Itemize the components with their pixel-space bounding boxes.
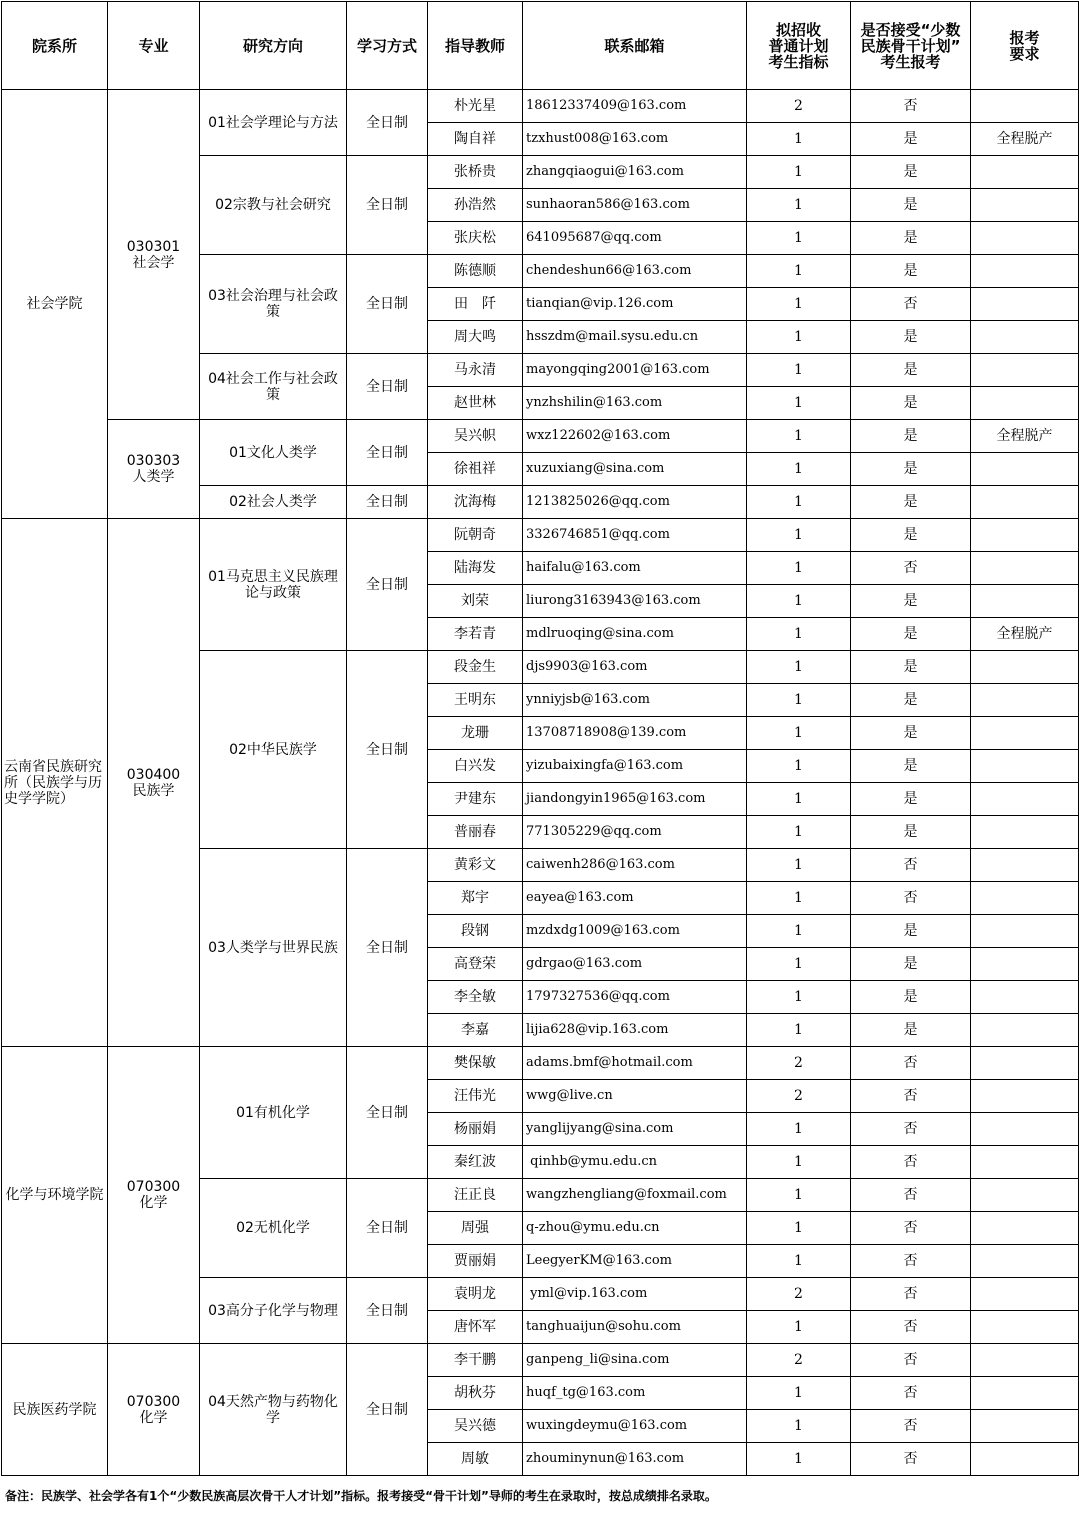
email-cell: adams.bmf@hotmail.com — [523, 1047, 747, 1080]
table-row — [2, 420, 1079, 453]
table-row — [2, 1344, 1079, 1377]
requirement-cell — [971, 915, 1079, 948]
quota-cell: 1 — [747, 1377, 851, 1410]
requirement-cell — [971, 453, 1079, 486]
quota-cell: 1 — [747, 321, 851, 354]
minority-cell: 是 — [851, 189, 971, 222]
quota-cell: 2 — [747, 1344, 851, 1377]
requirement-cell — [971, 1080, 1079, 1113]
advisor-cell: 黄彩文 — [428, 849, 523, 882]
email-cell: q-zhou@ymu.edu.cn — [523, 1212, 747, 1245]
advisor-cell: 周强 — [428, 1212, 523, 1245]
minority-cell: 否 — [851, 1377, 971, 1410]
email-cell: qinhb@ymu.edu.cn — [523, 1146, 747, 1179]
dept-cell: 社会学院 — [2, 90, 108, 519]
table-body — [2, 90, 1079, 1476]
advisor-cell: 刘荣 — [428, 585, 523, 618]
email-cell: mdlruoqing@sina.com — [523, 618, 747, 651]
requirement-cell — [971, 387, 1079, 420]
advisor-cell: 郑宇 — [428, 882, 523, 915]
admissions-table — [1, 1, 1079, 1476]
email-cell: tzxhust008@163.com — [523, 123, 747, 156]
minority-cell: 是 — [851, 519, 971, 552]
minority-cell: 否 — [851, 1146, 971, 1179]
quota-cell: 1 — [747, 156, 851, 189]
requirement-cell — [971, 321, 1079, 354]
minority-cell: 是 — [851, 750, 971, 783]
minority-cell: 否 — [851, 1443, 971, 1476]
mode-cell: 全日制 — [347, 486, 428, 519]
requirement-cell — [971, 684, 1079, 717]
mode-cell: 全日制 — [347, 1344, 428, 1476]
advisor-cell: 李嘉 — [428, 1014, 523, 1047]
header-requirement: 报考 要求 — [971, 2, 1079, 90]
minority-cell: 否 — [851, 552, 971, 585]
footnote: 备注：民族学、社会学各有1个“少数民族高层次骨干人才计划”指标。报考接受“骨干计划”导师的考生在录取时，按总成绩排名录取。 — [5, 1489, 717, 1503]
minority-cell: 否 — [851, 1245, 971, 1278]
advisor-cell: 吴兴帜 — [428, 420, 523, 453]
header-quota: 拟招收 普通计划 考生指标 — [747, 2, 851, 90]
mode-cell: 全日制 — [347, 1278, 428, 1344]
major-cell: 030301 社会学 — [108, 90, 200, 420]
requirement-cell — [971, 354, 1079, 387]
quota-cell: 1 — [747, 552, 851, 585]
advisor-cell: 王明东 — [428, 684, 523, 717]
minority-cell: 是 — [851, 354, 971, 387]
advisor-cell: 李干鹏 — [428, 1344, 523, 1377]
minority-cell: 否 — [851, 1113, 971, 1146]
quota-cell: 1 — [747, 519, 851, 552]
minority-cell: 否 — [851, 1311, 971, 1344]
requirement-cell: 全程脱产 — [971, 618, 1079, 651]
minority-cell: 是 — [851, 222, 971, 255]
minority-cell: 是 — [851, 651, 971, 684]
advisor-cell: 陶自祥 — [428, 123, 523, 156]
quota-cell: 1 — [747, 1212, 851, 1245]
requirement-cell: 全程脱产 — [971, 420, 1079, 453]
header-direction: 研究方向 — [200, 2, 347, 90]
minority-cell: 是 — [851, 783, 971, 816]
email-cell: 13708718908@139.com — [523, 717, 747, 750]
email-cell: tanghuaijun@sohu.com — [523, 1311, 747, 1344]
mode-cell: 全日制 — [347, 420, 428, 486]
email-cell: jiandongyin1965@163.com — [523, 783, 747, 816]
table-row — [2, 90, 1079, 123]
advisor-cell: 孙浩然 — [428, 189, 523, 222]
advisor-cell: 段钢 — [428, 915, 523, 948]
requirement-cell — [971, 1377, 1079, 1410]
minority-cell: 否 — [851, 849, 971, 882]
quota-cell: 1 — [747, 453, 851, 486]
quota-cell: 1 — [747, 948, 851, 981]
minority-cell: 是 — [851, 981, 971, 1014]
requirement-cell — [971, 519, 1079, 552]
email-cell: wxz122602@163.com — [523, 420, 747, 453]
advisor-cell: 袁明龙 — [428, 1278, 523, 1311]
dept-cell: 化学与环境学院 — [2, 1047, 108, 1344]
email-cell: chendeshun66@163.com — [523, 255, 747, 288]
minority-cell: 否 — [851, 1344, 971, 1377]
quota-cell: 1 — [747, 618, 851, 651]
quota-cell: 1 — [747, 849, 851, 882]
requirement-cell — [971, 1014, 1079, 1047]
requirement-cell — [971, 1344, 1079, 1377]
minority-cell: 否 — [851, 1278, 971, 1311]
requirement-cell — [971, 1212, 1079, 1245]
header-dept: 院系所 — [2, 2, 108, 90]
email-cell: ganpeng_li@sina.com — [523, 1344, 747, 1377]
direction-cell: 01马克思主义民族理论与政策 — [200, 519, 347, 651]
advisor-cell: 胡秋芬 — [428, 1377, 523, 1410]
header-major: 专业 — [108, 2, 200, 90]
minority-cell: 是 — [851, 420, 971, 453]
quota-cell: 1 — [747, 981, 851, 1014]
requirement-cell — [971, 1410, 1079, 1443]
quota-cell: 1 — [747, 123, 851, 156]
email-cell: yml@vip.163.com — [523, 1278, 747, 1311]
advisor-cell: 田 阡 — [428, 288, 523, 321]
advisor-cell: 李若青 — [428, 618, 523, 651]
requirement-cell — [971, 1443, 1079, 1476]
minority-cell: 是 — [851, 717, 971, 750]
minority-cell: 是 — [851, 486, 971, 519]
advisor-cell: 阮朝奇 — [428, 519, 523, 552]
advisor-cell: 段金生 — [428, 651, 523, 684]
email-cell: 3326746851@qq.com — [523, 519, 747, 552]
minority-cell: 是 — [851, 816, 971, 849]
quota-cell: 1 — [747, 189, 851, 222]
direction-cell: 01社会学理论与方法 — [200, 90, 347, 156]
direction-cell: 01有机化学 — [200, 1047, 347, 1179]
requirement-cell — [971, 1179, 1079, 1212]
requirement-cell — [971, 1146, 1079, 1179]
mode-cell: 全日制 — [347, 1047, 428, 1179]
minority-cell: 是 — [851, 915, 971, 948]
minority-cell: 是 — [851, 948, 971, 981]
email-cell: 1797327536@qq.com — [523, 981, 747, 1014]
advisor-cell: 杨丽娟 — [428, 1113, 523, 1146]
advisor-cell: 周敏 — [428, 1443, 523, 1476]
quota-cell: 1 — [747, 354, 851, 387]
advisor-cell: 汪伟光 — [428, 1080, 523, 1113]
requirement-cell — [971, 882, 1079, 915]
requirement-cell — [971, 156, 1079, 189]
direction-cell: 03高分子化学与物理 — [200, 1278, 347, 1344]
header-advisor: 指导教师 — [428, 2, 523, 90]
requirement-cell — [971, 288, 1079, 321]
email-cell: 18612337409@163.com — [523, 90, 747, 123]
major-cell: 030400 民族学 — [108, 519, 200, 1047]
requirement-cell — [971, 189, 1079, 222]
quota-cell: 2 — [747, 1080, 851, 1113]
quota-cell: 1 — [747, 585, 851, 618]
advisor-cell: 白兴发 — [428, 750, 523, 783]
advisor-cell: 吴兴德 — [428, 1410, 523, 1443]
minority-cell: 否 — [851, 1179, 971, 1212]
requirement-cell — [971, 552, 1079, 585]
email-cell: sunhaoran586@163.com — [523, 189, 747, 222]
mode-cell: 全日制 — [347, 354, 428, 420]
major-cell: 030303 人类学 — [108, 420, 200, 519]
email-cell: 771305229@qq.com — [523, 816, 747, 849]
header-email: 联系邮箱 — [523, 2, 747, 90]
quota-cell: 1 — [747, 1146, 851, 1179]
email-cell: djs9903@163.com — [523, 651, 747, 684]
minority-cell: 否 — [851, 1212, 971, 1245]
advisor-cell: 高登荣 — [428, 948, 523, 981]
quota-cell: 2 — [747, 90, 851, 123]
email-cell: zhangqiaogui@163.com — [523, 156, 747, 189]
email-cell: xuzuxiang@sina.com — [523, 453, 747, 486]
requirement-cell — [971, 1245, 1079, 1278]
quota-cell: 2 — [747, 1047, 851, 1080]
requirement-cell — [971, 750, 1079, 783]
quota-cell: 2 — [747, 1278, 851, 1311]
quota-cell: 1 — [747, 783, 851, 816]
quota-cell: 1 — [747, 1245, 851, 1278]
requirement-cell — [971, 1047, 1079, 1080]
email-cell: mzdxdg1009@163.com — [523, 915, 747, 948]
minority-cell: 是 — [851, 156, 971, 189]
minority-cell: 否 — [851, 1080, 971, 1113]
quota-cell: 1 — [747, 1179, 851, 1212]
direction-cell: 02社会人类学 — [200, 486, 347, 519]
advisor-cell: 陈德顺 — [428, 255, 523, 288]
direction-cell: 04天然产物与药物化学 — [200, 1344, 347, 1476]
requirement-cell — [971, 849, 1079, 882]
advisor-cell: 张庆松 — [428, 222, 523, 255]
email-cell: lijia628@vip.163.com — [523, 1014, 747, 1047]
advisor-cell: 樊保敏 — [428, 1047, 523, 1080]
quota-cell: 1 — [747, 1014, 851, 1047]
direction-cell: 01文化人类学 — [200, 420, 347, 486]
quota-cell: 1 — [747, 750, 851, 783]
advisor-cell: 李全敏 — [428, 981, 523, 1014]
email-cell: ynzhshilin@163.com — [523, 387, 747, 420]
requirement-cell — [971, 717, 1079, 750]
email-cell: wuxingdeymu@163.com — [523, 1410, 747, 1443]
dept-cell: 云南省民族研究所（民族学与历史学学院） — [2, 519, 108, 1047]
quota-cell: 1 — [747, 1113, 851, 1146]
direction-cell: 04社会工作与社会政策 — [200, 354, 347, 420]
minority-cell: 是 — [851, 123, 971, 156]
quota-cell: 1 — [747, 486, 851, 519]
minority-cell: 否 — [851, 1410, 971, 1443]
minority-cell: 是 — [851, 1014, 971, 1047]
quota-cell: 1 — [747, 651, 851, 684]
table-row — [2, 1047, 1079, 1080]
minority-cell: 否 — [851, 882, 971, 915]
advisor-cell: 汪正良 — [428, 1179, 523, 1212]
advisor-cell: 贾丽娟 — [428, 1245, 523, 1278]
email-cell: eayea@163.com — [523, 882, 747, 915]
quota-cell: 1 — [747, 915, 851, 948]
advisor-cell: 陆海发 — [428, 552, 523, 585]
email-cell: ynniyjsb@163.com — [523, 684, 747, 717]
minority-cell: 是 — [851, 255, 971, 288]
minority-cell: 是 — [851, 387, 971, 420]
mode-cell: 全日制 — [347, 90, 428, 156]
major-cell: 070300 化学 — [108, 1047, 200, 1344]
minority-cell: 是 — [851, 618, 971, 651]
email-cell: gdrgao@163.com — [523, 948, 747, 981]
mode-cell: 全日制 — [347, 1179, 428, 1278]
requirement-cell — [971, 255, 1079, 288]
requirement-cell — [971, 651, 1079, 684]
advisor-cell: 徐祖祥 — [428, 453, 523, 486]
requirement-cell — [971, 585, 1079, 618]
requirement-cell — [971, 1113, 1079, 1146]
advisor-cell: 龙珊 — [428, 717, 523, 750]
mode-cell: 全日制 — [347, 156, 428, 255]
requirement-cell — [971, 948, 1079, 981]
dept-cell: 民族医药学院 — [2, 1344, 108, 1476]
requirement-cell — [971, 981, 1079, 1014]
email-cell: huqf_tg@163.com — [523, 1377, 747, 1410]
header-mode: 学习方式 — [347, 2, 428, 90]
minority-cell: 否 — [851, 1047, 971, 1080]
minority-cell: 是 — [851, 585, 971, 618]
requirement-cell — [971, 222, 1079, 255]
advisor-cell: 秦红波 — [428, 1146, 523, 1179]
direction-cell: 02中华民族学 — [200, 651, 347, 849]
quota-cell: 1 — [747, 222, 851, 255]
quota-cell: 1 — [747, 1410, 851, 1443]
email-cell: haifalu@163.com — [523, 552, 747, 585]
requirement-cell — [971, 486, 1079, 519]
quota-cell: 1 — [747, 816, 851, 849]
header-minority: 是否接受“少数 民族骨干计划” 考生报考 — [851, 2, 971, 90]
advisor-cell: 尹建东 — [428, 783, 523, 816]
email-cell: LeegyerKM@163.com — [523, 1245, 747, 1278]
requirement-cell — [971, 783, 1079, 816]
email-cell: wangzhengliang@foxmail.com — [523, 1179, 747, 1212]
advisor-cell: 周大鸣 — [428, 321, 523, 354]
advisor-cell: 沈海梅 — [428, 486, 523, 519]
mode-cell: 全日制 — [347, 519, 428, 651]
quota-cell: 1 — [747, 288, 851, 321]
email-cell: yizubaixingfa@163.com — [523, 750, 747, 783]
minority-cell: 是 — [851, 321, 971, 354]
advisor-cell: 赵世林 — [428, 387, 523, 420]
requirement-cell — [971, 816, 1079, 849]
email-cell: 641095687@qq.com — [523, 222, 747, 255]
email-cell: 1213825026@qq.com — [523, 486, 747, 519]
email-cell: liurong3163943@163.com — [523, 585, 747, 618]
advisor-cell: 普丽春 — [428, 816, 523, 849]
table-row — [2, 519, 1079, 552]
quota-cell: 1 — [747, 684, 851, 717]
mode-cell: 全日制 — [347, 849, 428, 1047]
email-cell: caiwenh286@163.com — [523, 849, 747, 882]
mode-cell: 全日制 — [347, 255, 428, 354]
minority-cell: 否 — [851, 288, 971, 321]
header-row — [2, 2, 1079, 90]
advisor-cell: 张桥贵 — [428, 156, 523, 189]
minority-cell: 否 — [851, 90, 971, 123]
direction-cell: 03社会治理与社会政策 — [200, 255, 347, 354]
email-cell: mayongqing2001@163.com — [523, 354, 747, 387]
quota-cell: 1 — [747, 255, 851, 288]
quota-cell: 1 — [747, 420, 851, 453]
major-cell: 070300 化学 — [108, 1344, 200, 1476]
minority-cell: 是 — [851, 684, 971, 717]
email-cell: tianqian@vip.126.com — [523, 288, 747, 321]
requirement-cell — [971, 90, 1079, 123]
mode-cell: 全日制 — [347, 651, 428, 849]
quota-cell: 1 — [747, 387, 851, 420]
quota-cell: 1 — [747, 1443, 851, 1476]
email-cell: hsszdm@mail.sysu.edu.cn — [523, 321, 747, 354]
email-cell: zhouminynun@163.com — [523, 1443, 747, 1476]
advisor-cell: 朴光星 — [428, 90, 523, 123]
advisor-cell: 马永清 — [428, 354, 523, 387]
direction-cell: 02无机化学 — [200, 1179, 347, 1278]
quota-cell: 1 — [747, 717, 851, 750]
requirement-cell: 全程脱产 — [971, 123, 1079, 156]
requirement-cell — [971, 1311, 1079, 1344]
direction-cell: 02宗教与社会研究 — [200, 156, 347, 255]
email-cell: yanglijyang@sina.com — [523, 1113, 747, 1146]
advisor-cell: 唐怀军 — [428, 1311, 523, 1344]
direction-cell: 03人类学与世界民族 — [200, 849, 347, 1047]
email-cell: wwg@live.cn — [523, 1080, 747, 1113]
quota-cell: 1 — [747, 882, 851, 915]
requirement-cell — [971, 1278, 1079, 1311]
quota-cell: 1 — [747, 1311, 851, 1344]
minority-cell: 是 — [851, 453, 971, 486]
